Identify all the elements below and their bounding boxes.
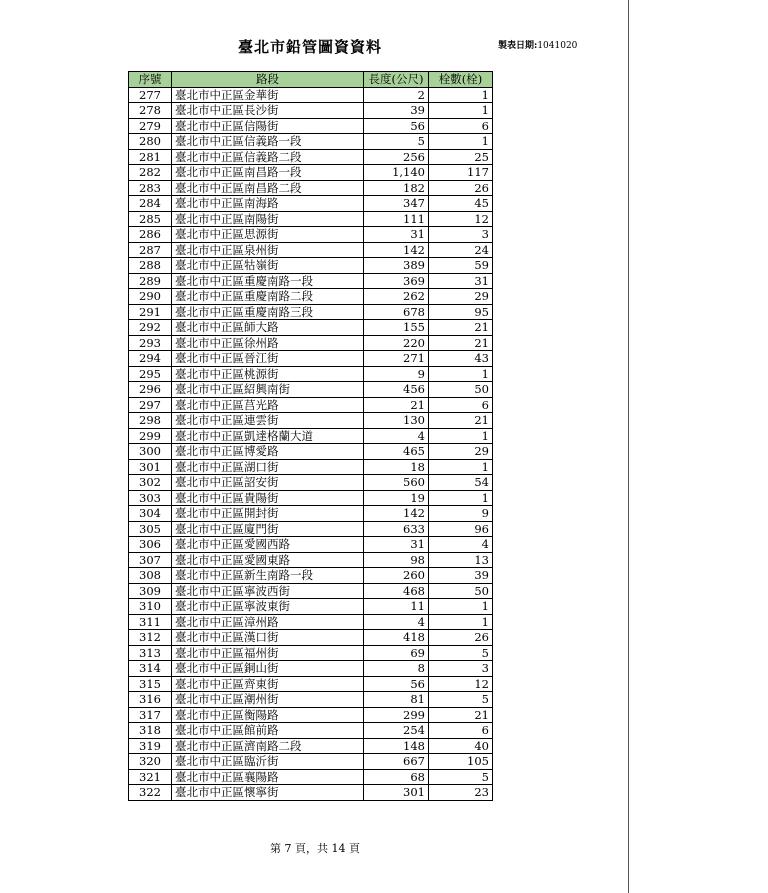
table-row [129, 754, 493, 770]
cell-seq: 284 [129, 196, 172, 212]
cell-count: 26 [429, 180, 493, 196]
cell-length: 111 [364, 211, 429, 227]
page-number: 第 7 頁，共 14 頁 [270, 842, 360, 855]
cell-seq: 293 [129, 335, 172, 351]
table-row [129, 707, 493, 723]
table-row [129, 87, 493, 103]
cell-length: 465 [364, 444, 429, 460]
cell-length: 68 [364, 769, 429, 785]
cell-count: 29 [429, 444, 493, 460]
cell-length: 56 [364, 676, 429, 692]
cell-seq: 319 [129, 738, 172, 754]
cell-seq: 295 [129, 366, 172, 382]
cell-seq: 316 [129, 692, 172, 708]
cell-count: 96 [429, 521, 493, 537]
cell-count: 6 [429, 118, 493, 134]
cell-road: 臺北市中正區南昌路二段 [172, 180, 364, 196]
cell-length: 69 [364, 645, 429, 661]
report-date-label: 製表日期: [498, 41, 538, 51]
cell-length: 11 [364, 599, 429, 615]
cell-seq: 313 [129, 645, 172, 661]
cell-count: 1 [429, 490, 493, 506]
cell-length: 21 [364, 397, 429, 413]
table-row [129, 459, 493, 475]
cell-road: 臺北市中正區愛國西路 [172, 537, 364, 553]
cell-seq: 309 [129, 583, 172, 599]
cell-road: 臺北市中正區南昌路一段 [172, 165, 364, 181]
column-header-seq: 序號 [129, 72, 172, 88]
cell-seq: 301 [129, 459, 172, 475]
table-row [129, 723, 493, 739]
table-row [129, 335, 493, 351]
cell-count: 1 [429, 87, 493, 103]
cell-seq: 306 [129, 537, 172, 553]
table-row [129, 614, 493, 630]
cell-length: 2 [364, 87, 429, 103]
cell-road: 臺北市中正區福州街 [172, 645, 364, 661]
cell-count: 3 [429, 227, 493, 243]
cell-length: 418 [364, 630, 429, 646]
cell-length: 142 [364, 506, 429, 522]
cell-length: 39 [364, 103, 429, 119]
cell-count: 1 [429, 428, 493, 444]
cell-road: 臺北市中正區徐州路 [172, 335, 364, 351]
cell-road: 臺北市中正區金華街 [172, 87, 364, 103]
cell-length: 130 [364, 413, 429, 429]
cell-road: 臺北市中正區重慶南路二段 [172, 289, 364, 305]
cell-road: 臺北市中正區博愛路 [172, 444, 364, 460]
cell-road: 臺北市中正區襄陽路 [172, 769, 364, 785]
cell-road: 臺北市中正區信陽街 [172, 118, 364, 134]
cell-length: 262 [364, 289, 429, 305]
cell-seq: 311 [129, 614, 172, 630]
cell-seq: 321 [129, 769, 172, 785]
cell-road: 臺北市中正區南海路 [172, 196, 364, 212]
cell-road: 臺北市中正區桃源街 [172, 366, 364, 382]
cell-length: 220 [364, 335, 429, 351]
cell-seq: 308 [129, 568, 172, 584]
cell-seq: 286 [129, 227, 172, 243]
cell-length: 260 [364, 568, 429, 584]
cell-road: 臺北市中正區思源街 [172, 227, 364, 243]
report-date [498, 38, 577, 51]
table-row [129, 583, 493, 599]
cell-length: 9 [364, 366, 429, 382]
cell-road: 臺北市中正區信義路二段 [172, 149, 364, 165]
cell-seq: 285 [129, 211, 172, 227]
cell-count: 21 [429, 707, 493, 723]
cell-count: 59 [429, 258, 493, 274]
cell-seq: 322 [129, 785, 172, 801]
cell-count: 1 [429, 599, 493, 615]
table-row [129, 180, 493, 196]
document-title: 臺北市鉛管圖資資料 [237, 38, 382, 56]
cell-road: 臺北市中正區泉州街 [172, 242, 364, 258]
table-row [129, 397, 493, 413]
cell-seq: 298 [129, 413, 172, 429]
table-row [129, 428, 493, 444]
cell-length: 31 [364, 537, 429, 553]
cell-road: 臺北市中正區連雲街 [172, 413, 364, 429]
cell-count: 5 [429, 692, 493, 708]
cell-length: 31 [364, 227, 429, 243]
table-row [129, 661, 493, 677]
cell-length: 271 [364, 351, 429, 367]
table-row [129, 413, 493, 429]
cell-length: 254 [364, 723, 429, 739]
cell-length: 19 [364, 490, 429, 506]
cell-count: 21 [429, 413, 493, 429]
cell-road: 臺北市中正區牯嶺街 [172, 258, 364, 274]
cell-length: 8 [364, 661, 429, 677]
page-edge-divider [628, 0, 629, 893]
cell-length: 678 [364, 304, 429, 320]
cell-count: 1 [429, 614, 493, 630]
column-header-road: 路段 [172, 72, 364, 88]
table-row [129, 320, 493, 336]
cell-road: 臺北市中正區凱達格蘭大道 [172, 428, 364, 444]
cell-road: 臺北市中正區莒光路 [172, 397, 364, 413]
column-header-count: 栓數(栓) [429, 72, 493, 88]
cell-count: 95 [429, 304, 493, 320]
cell-length: 456 [364, 382, 429, 398]
table-row [129, 273, 493, 289]
cell-length: 468 [364, 583, 429, 599]
table-row [129, 118, 493, 134]
cell-seq: 294 [129, 351, 172, 367]
table-row [129, 165, 493, 181]
cell-count: 5 [429, 769, 493, 785]
cell-road: 臺北市中正區長沙街 [172, 103, 364, 119]
cell-count: 21 [429, 320, 493, 336]
cell-count: 105 [429, 754, 493, 770]
cell-road: 臺北市中正區信義路一段 [172, 134, 364, 150]
cell-road: 臺北市中正區愛國東路 [172, 552, 364, 568]
table-row [129, 568, 493, 584]
cell-length: 560 [364, 475, 429, 491]
cell-count: 54 [429, 475, 493, 491]
cell-seq: 279 [129, 118, 172, 134]
cell-road: 臺北市中正區濟南路二段 [172, 738, 364, 754]
cell-road: 臺北市中正區寧波東街 [172, 599, 364, 615]
cell-seq: 288 [129, 258, 172, 274]
cell-count: 21 [429, 335, 493, 351]
cell-count: 1 [429, 103, 493, 119]
table-row [129, 103, 493, 119]
cell-length: 347 [364, 196, 429, 212]
cell-length: 98 [364, 552, 429, 568]
cell-road: 臺北市中正區寧波西街 [172, 583, 364, 599]
cell-seq: 312 [129, 630, 172, 646]
cell-seq: 282 [129, 165, 172, 181]
cell-road: 臺北市中正區紹興南街 [172, 382, 364, 398]
cell-seq: 302 [129, 475, 172, 491]
cell-count: 1 [429, 459, 493, 475]
cell-count: 50 [429, 583, 493, 599]
cell-count: 3 [429, 661, 493, 677]
table-row [129, 738, 493, 754]
cell-road: 臺北市中正區漢口街 [172, 630, 364, 646]
cell-seq: 318 [129, 723, 172, 739]
cell-count: 45 [429, 196, 493, 212]
cell-length: 4 [364, 614, 429, 630]
table-header-row [129, 72, 493, 88]
cell-length: 18 [364, 459, 429, 475]
table-row [129, 242, 493, 258]
cell-length: 299 [364, 707, 429, 723]
cell-road: 臺北市中正區重慶南路三段 [172, 304, 364, 320]
cell-count: 9 [429, 506, 493, 522]
table-row [129, 506, 493, 522]
table-row [129, 599, 493, 615]
cell-seq: 277 [129, 87, 172, 103]
cell-length: 5 [364, 134, 429, 150]
cell-count: 1 [429, 134, 493, 150]
cell-road: 臺北市中正區湖口街 [172, 459, 364, 475]
cell-count: 24 [429, 242, 493, 258]
table-row [129, 211, 493, 227]
cell-road: 臺北市中正區貴陽街 [172, 490, 364, 506]
cell-road: 臺北市中正區晉江街 [172, 351, 364, 367]
table-row [129, 351, 493, 367]
cell-seq: 305 [129, 521, 172, 537]
cell-seq: 296 [129, 382, 172, 398]
cell-length: 148 [364, 738, 429, 754]
table-row [129, 521, 493, 537]
cell-count: 12 [429, 676, 493, 692]
cell-length: 56 [364, 118, 429, 134]
cell-seq: 292 [129, 320, 172, 336]
table-row [129, 490, 493, 506]
table-row [129, 552, 493, 568]
table-row [129, 444, 493, 460]
cell-seq: 297 [129, 397, 172, 413]
cell-road: 臺北市中正區齊東街 [172, 676, 364, 692]
cell-length: 155 [364, 320, 429, 336]
table-row [129, 366, 493, 382]
report-date-value: 1041020 [537, 41, 578, 51]
table-row [129, 645, 493, 661]
cell-count: 26 [429, 630, 493, 646]
cell-road: 臺北市中正區衡陽路 [172, 707, 364, 723]
cell-seq: 299 [129, 428, 172, 444]
cell-length: 256 [364, 149, 429, 165]
cell-road: 臺北市中正區廈門街 [172, 521, 364, 537]
cell-count: 25 [429, 149, 493, 165]
cell-count: 40 [429, 738, 493, 754]
cell-length: 633 [364, 521, 429, 537]
cell-count: 43 [429, 351, 493, 367]
cell-length: 4 [364, 428, 429, 444]
cell-seq: 283 [129, 180, 172, 196]
cell-count: 117 [429, 165, 493, 181]
cell-road: 臺北市中正區師大路 [172, 320, 364, 336]
column-header-length: 長度(公尺) [364, 72, 429, 88]
table-row [129, 692, 493, 708]
cell-count: 6 [429, 723, 493, 739]
cell-count: 1 [429, 366, 493, 382]
cell-count: 29 [429, 289, 493, 305]
cell-seq: 300 [129, 444, 172, 460]
cell-seq: 315 [129, 676, 172, 692]
cell-count: 5 [429, 645, 493, 661]
cell-road: 臺北市中正區館前路 [172, 723, 364, 739]
cell-seq: 287 [129, 242, 172, 258]
cell-road: 臺北市中正區詔安街 [172, 475, 364, 491]
cell-count: 13 [429, 552, 493, 568]
cell-road: 臺北市中正區重慶南路一段 [172, 273, 364, 289]
cell-road: 臺北市中正區開封街 [172, 506, 364, 522]
cell-seq: 290 [129, 289, 172, 305]
cell-seq: 291 [129, 304, 172, 320]
cell-seq: 303 [129, 490, 172, 506]
table-row [129, 134, 493, 150]
cell-seq: 304 [129, 506, 172, 522]
cell-seq: 310 [129, 599, 172, 615]
cell-length: 1,140 [364, 165, 429, 181]
cell-seq: 289 [129, 273, 172, 289]
cell-seq: 314 [129, 661, 172, 677]
cell-count: 31 [429, 273, 493, 289]
cell-seq: 281 [129, 149, 172, 165]
cell-length: 182 [364, 180, 429, 196]
cell-seq: 317 [129, 707, 172, 723]
table-row [129, 785, 493, 801]
lead-pipe-table [128, 71, 493, 801]
cell-count: 23 [429, 785, 493, 801]
table-row [129, 475, 493, 491]
cell-seq: 320 [129, 754, 172, 770]
table-row [129, 382, 493, 398]
table-row [129, 630, 493, 646]
table-row [129, 304, 493, 320]
cell-road: 臺北市中正區新生南路一段 [172, 568, 364, 584]
cell-seq: 307 [129, 552, 172, 568]
cell-seq: 280 [129, 134, 172, 150]
table-row [129, 676, 493, 692]
cell-road: 臺北市中正區懷寧街 [172, 785, 364, 801]
cell-count: 6 [429, 397, 493, 413]
table-row [129, 196, 493, 212]
cell-length: 81 [364, 692, 429, 708]
table-row [129, 227, 493, 243]
cell-road: 臺北市中正區銅山街 [172, 661, 364, 677]
cell-length: 389 [364, 258, 429, 274]
cell-count: 12 [429, 211, 493, 227]
cell-length: 142 [364, 242, 429, 258]
cell-count: 50 [429, 382, 493, 398]
cell-seq: 278 [129, 103, 172, 119]
cell-length: 369 [364, 273, 429, 289]
table-row [129, 537, 493, 553]
cell-length: 301 [364, 785, 429, 801]
cell-count: 39 [429, 568, 493, 584]
cell-road: 臺北市中正區臨沂街 [172, 754, 364, 770]
cell-road: 臺北市中正區潮州街 [172, 692, 364, 708]
table-row [129, 149, 493, 165]
table-row [129, 258, 493, 274]
cell-road: 臺北市中正區南陽街 [172, 211, 364, 227]
table-row [129, 289, 493, 305]
cell-road: 臺北市中正區漳州路 [172, 614, 364, 630]
cell-length: 667 [364, 754, 429, 770]
cell-count: 4 [429, 537, 493, 553]
table-row [129, 769, 493, 785]
